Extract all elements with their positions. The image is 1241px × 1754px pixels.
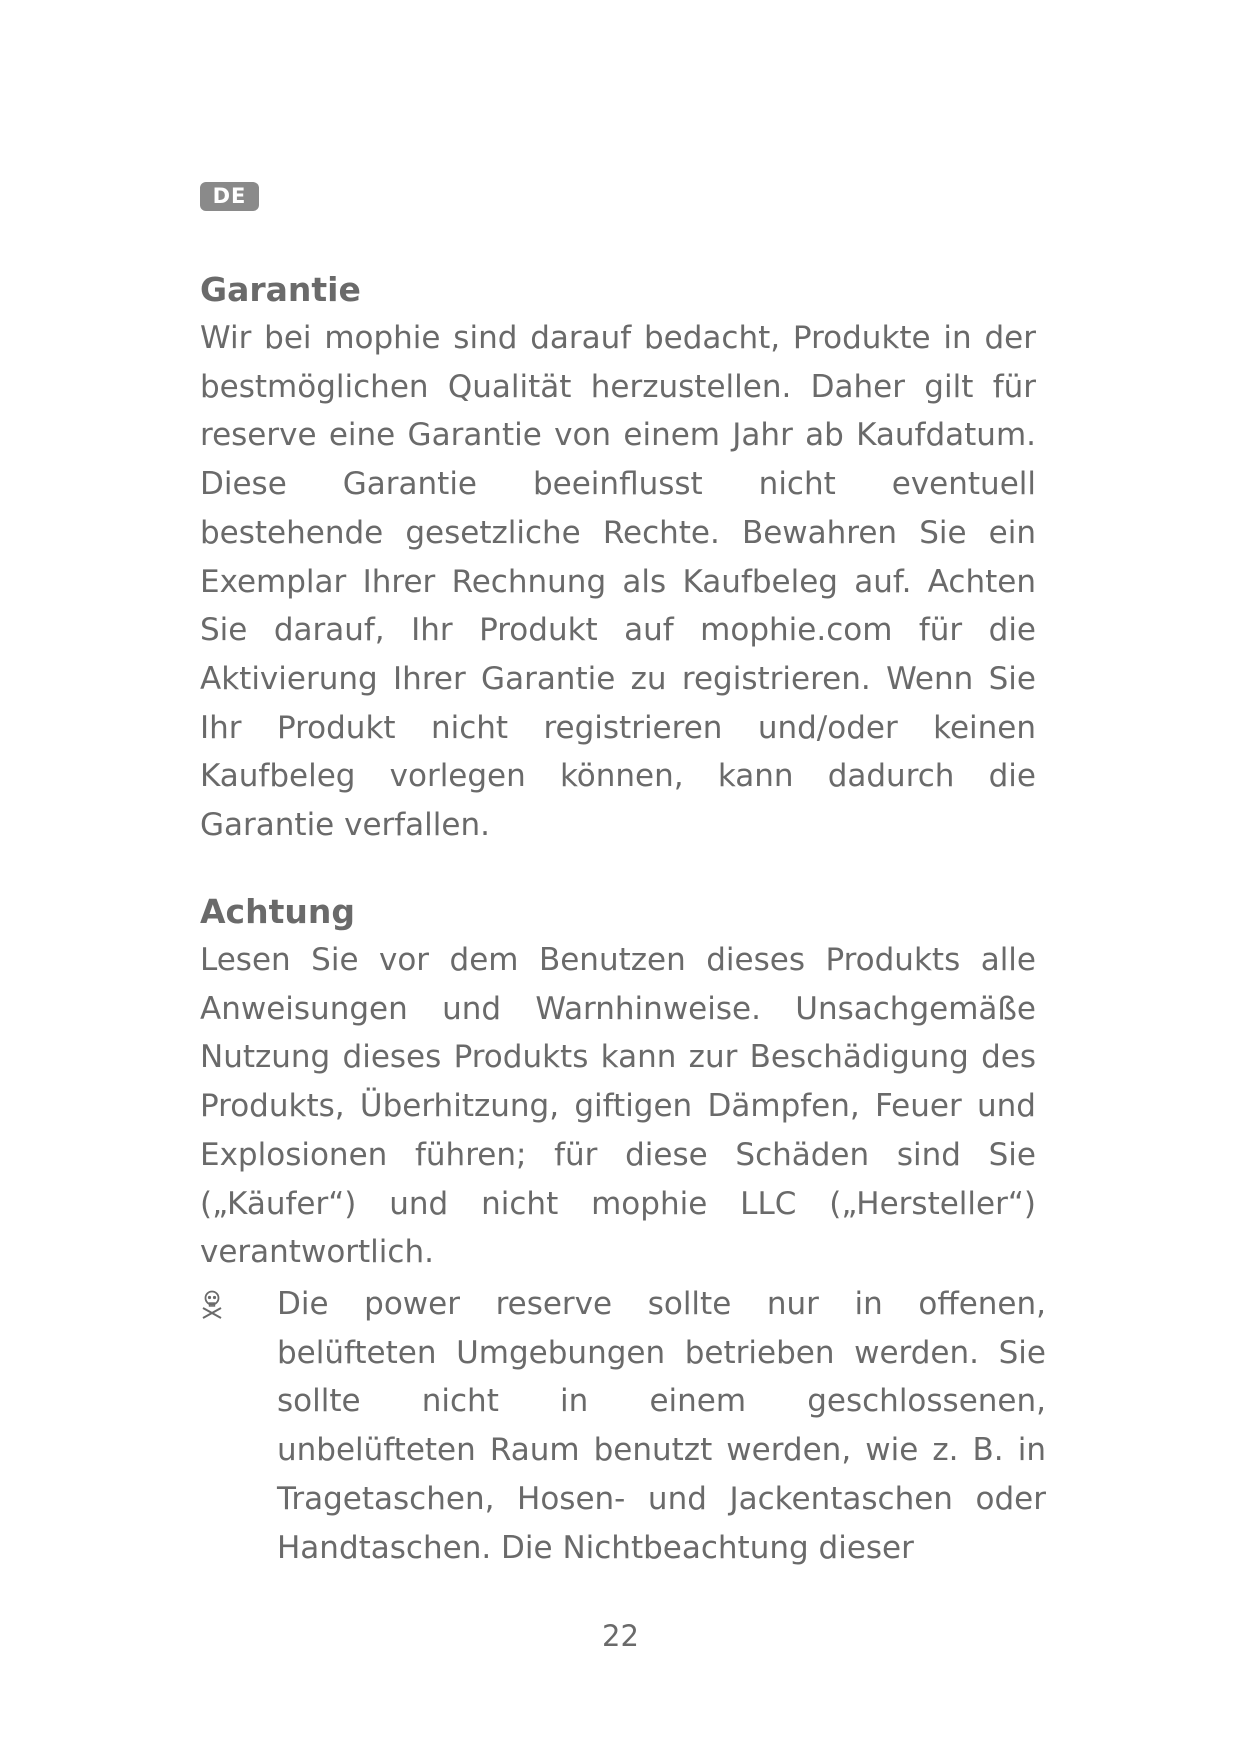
caution-paragraph: Lesen Sie vor dem Benutzen dieses Produkts alle Anweisungen und Warnhinweise. Unsachgemäße Nutzung dieses Produkts kann zur Beschädigung des Produkts, Überhitzung, giftigen Dämpfen, Feuer und Explosionen führen; für diese Schäden sind Sie („Käufer“) und nicht mophie LLC („Hersteller“) verantwortlich. <box>200 942 1036 1271</box>
language-badge: DE <box>200 182 259 211</box>
caution-heading: Achtung <box>200 892 355 931</box>
warranty-paragraph: Wir bei mophie sind darauf bedacht, Produkte in der bestmöglichen Qualität herzustellen. Daher gilt für reserve eine Garantie von einem Jahr ab Kaufdatum. Diese Garantie beeinflusst nicht eventuell bestehende gesetzliche Rechte. Bewahren Sie ein Exemplar Ihrer Rechnung als Kaufbeleg auf. Achten Sie darauf, Ihr Produkt auf mophie.com für die Aktivierung Ihrer Garantie zu registrieren. Wenn Sie Ihr Produkt nicht registrieren und/oder keinen Kaufbeleg vorlegen können, kann dadurch die Garantie verfallen. <box>200 320 1036 844</box>
skull-crossbones-icon <box>200 1290 224 1320</box>
caution-section <box>200 888 1036 1277</box>
warning-bullet-text: Die power reserve sollte nur in offenen, belüfteten Umgebungen betrieben werden. Sie sollte nicht in einem geschlossenen, unbelüfteten Raum benutzt werden, wie z. B. in Tragetaschen, Hosen- und Jackentaschen oder Handtaschen. Die Nichtbeachtung dieser <box>277 1286 1046 1566</box>
warranty-heading: Garantie <box>200 270 361 309</box>
warranty-section <box>200 266 1036 850</box>
page-number: 22 <box>602 1619 639 1653</box>
